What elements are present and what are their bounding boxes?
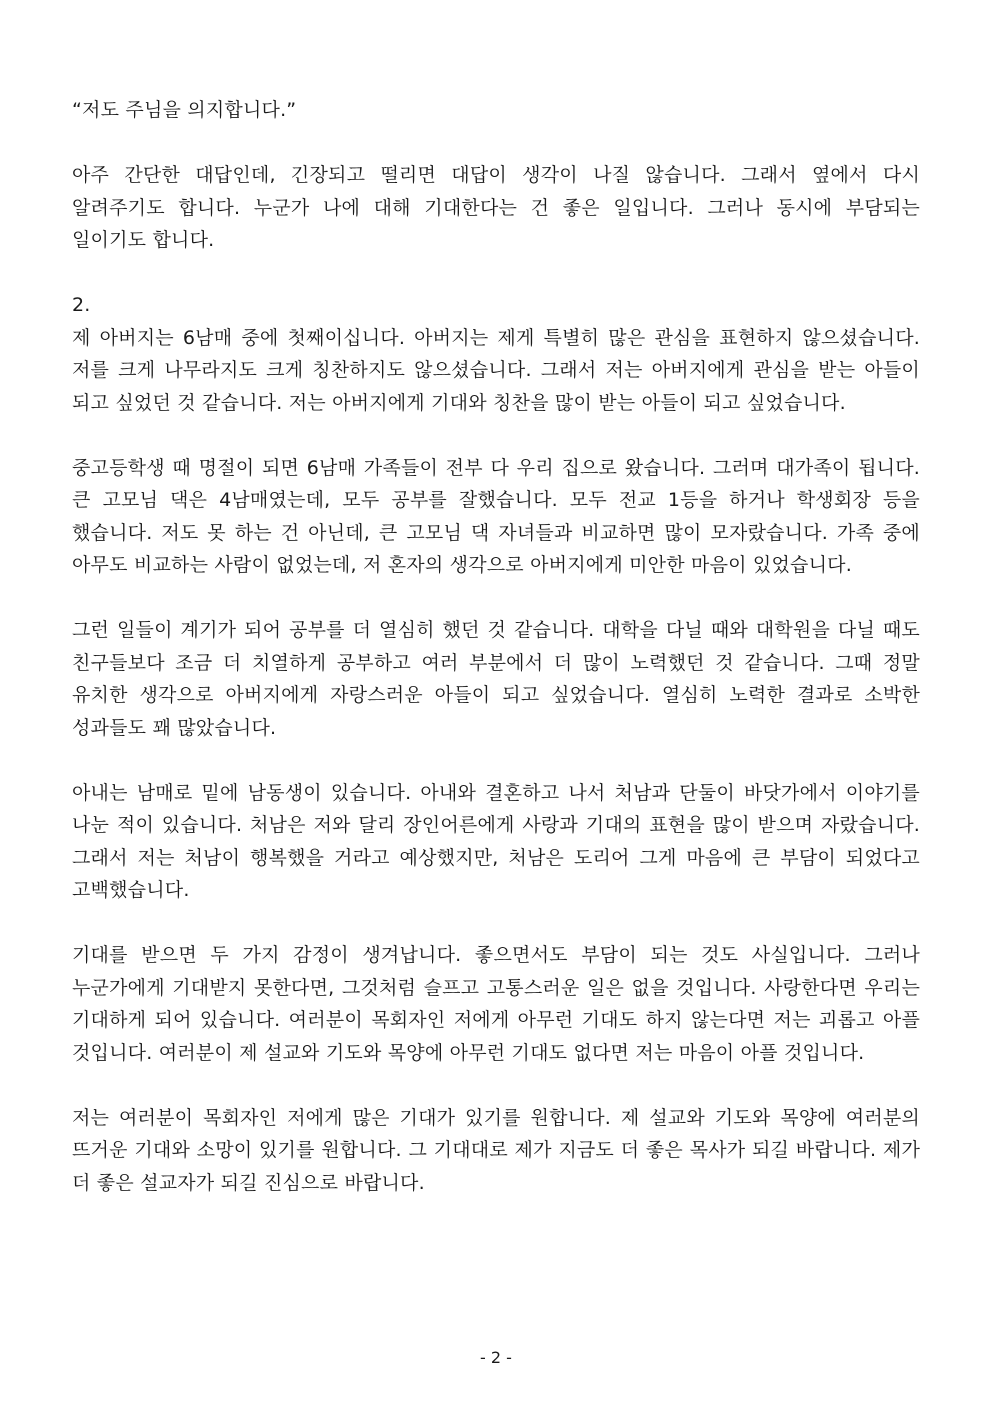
page-number: - 2 - [480, 1348, 512, 1367]
paragraph-expectation: 기대를 받으면 두 가지 감정이 생겨납니다. 좋으면서도 부담이 되는 것도 사실입니다. 그러나 누군가에게 기대받지 못한다면, 그것처럼 슬프고 고통스러운 일은 없을 것입니다. 사랑한다면 우리는 기대하게 되어 있습니다. 여러분이 목회자인 저에게 아무런 기대도 하지 않는다면 저는 괴롭고 아플 것입니다. 여러분이 제 설교와 기도와 목양에 아무런 기대도 없다면 저는 마음이 아플 것입니다. [72, 944, 920, 1064]
paragraph-father: 제 아버지는 6남매 중에 첫째이십니다. 아버지는 제게 특별히 많은 관심을 표현하지 않으셨습니다. 저를 크게 나무라지도 크게 칭찬하지도 않으셨습니다. 그래서 저는 아버지에게 관심을 받는 아들이 되고 싶었던 것 같습니다. 저는 아버지에게 기대와 칭찬을 많이 받는 아들이 되고 싶었습니다. [72, 326, 920, 414]
section-number: 2. [72, 294, 91, 316]
paragraph-simple-answer: 아주 간단한 대답인데, 긴장되고 떨리면 대답이 생각이 나질 않습니다. 그래서 옆에서 다시 알려주기도 합니다. 누군가 나에 대해 기대한다는 건 좋은 일입니다. 그러나 동시에 부담되는 일이기도 합니다. [72, 164, 920, 251]
paragraph-closing: 저는 여러분이 목회자인 저에게 많은 기대가 있기를 원합니다. 제 설교와 기도와 목양에 여러분의 뜨거운 기대와 소망이 있기를 원합니다. 그 기대대로 제가 지금도 더 좋은 목사가 되길 바랍니다. 제가 더 좋은 설교자가 되길 진심으로 바랍니다. [72, 1106, 920, 1194]
page-body [72, 94, 920, 1232]
paragraph-quote: “저도 주님을 의지합니다.” [72, 99, 297, 121]
paragraph-study: 그런 일들이 계기가 되어 공부를 더 열심히 했던 것 같습니다. 대학을 다닐 때와 대학원을 다닐 때도 친구들보다 조금 더 치열하게 공부하고 여러 부분에서 더 많이 노력했던 것 같습니다. 그때 정말 유치한 생각으로 아버지에게 자랑스러운 아들이 되고 싶었습니다. 열심히 노력한 결과로 소박한 성과들도 꽤 많았습니다. [72, 619, 920, 739]
paragraph-holidays: 중고등학생 때 명절이 되면 6남매 가족들이 전부 다 우리 집으로 왔습니다. 그러며 대가족이 됩니다. 큰 고모님 댁은 4남매였는데, 모두 공부를 잘했습니다. 모두 전교 1등을 하거나 학생회장 등을 했습니다. 저도 못 하는 건 아닌데, 큰 고모님 댁 자녀들과 비교하면 많이 모자랐습니다. 가족 중에 아무도 비교하는 사람이 없었는데, 저 혼자의 생각으로 아버지에게 미안한 마음이 있었습니다. [72, 456, 920, 576]
paragraph-brother-in-law: 아내는 남매로 밑에 남동생이 있습니다. 아내와 결혼하고 나서 처남과 단둘이 바닷가에서 이야기를 나눈 적이 있습니다. 처남은 저와 달리 장인어른에게 사랑과 기대의 표현을 많이 받으며 자랐습니다. 그래서 저는 처남이 행복했을 거라고 예상했지만, 처남은 도리어 그게 마음에 큰 부담이 되었다고 고백했습니다. [72, 781, 920, 901]
